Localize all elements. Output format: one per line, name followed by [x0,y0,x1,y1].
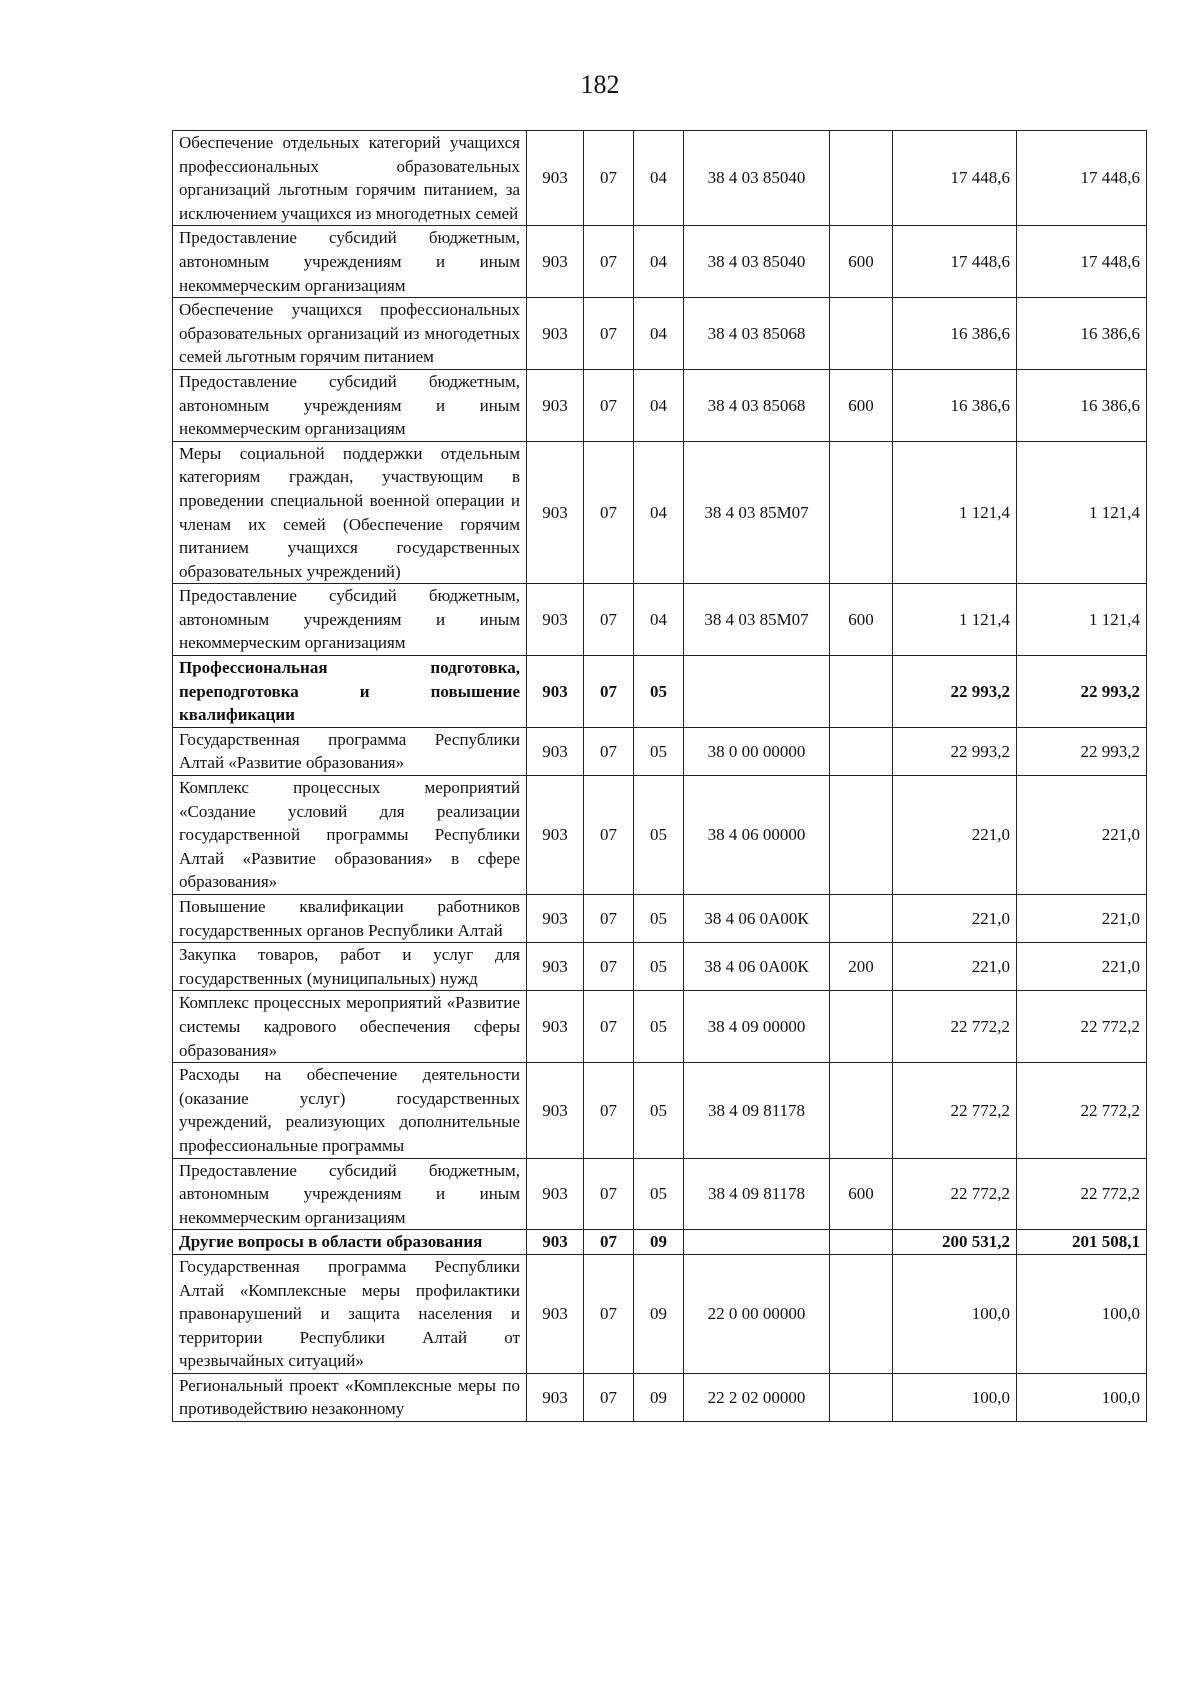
vr-code [830,298,893,370]
budget-item-name: Предоставление субсидий бюджетным, автономным учреждениям и иным некоммерческим организациям [173,1158,527,1230]
vr-code [830,727,893,775]
budget-item-name: Повышение квалификации работников государственных органов Республики Алтай [173,895,527,943]
vr-code [830,1373,893,1421]
amount-year-1: 100,0 [893,1373,1017,1421]
amount-year-1: 22 993,2 [893,727,1017,775]
amount-year-1: 221,0 [893,943,1017,991]
budget-item-name: Профессиональная подготовка, переподготовка и повышение квалификации [173,656,527,728]
budget-item-name: Предоставление субсидий бюджетным, автономным учреждениям и иным некоммерческим организациям [173,369,527,441]
table-row [173,369,1147,441]
pr-code: 04 [634,226,684,298]
amount-year-2: 1 121,4 [1017,441,1147,584]
pr-code: 09 [634,1373,684,1421]
rz-code: 07 [584,1373,634,1421]
budget-item-name: Другие вопросы в области образования [173,1230,527,1255]
csr-code: 38 4 09 00000 [684,991,830,1063]
table-row-section [173,1230,1147,1255]
amount-year-2: 221,0 [1017,776,1147,895]
csr-code: 38 0 00 00000 [684,727,830,775]
pr-code: 09 [634,1254,684,1373]
amount-year-1: 17 448,6 [893,131,1017,226]
vr-code: 600 [830,226,893,298]
table-row [173,226,1147,298]
vr-code: 600 [830,369,893,441]
vr-code: 600 [830,584,893,656]
csr-code: 38 4 03 85068 [684,298,830,370]
amount-year-2: 17 448,6 [1017,226,1147,298]
rz-code: 07 [584,131,634,226]
rz-code: 07 [584,1063,634,1158]
vr-code [830,1254,893,1373]
pr-code: 04 [634,298,684,370]
table-row [173,1254,1147,1373]
csr-code: 38 4 03 85М07 [684,441,830,584]
amount-year-1: 17 448,6 [893,226,1017,298]
vr-code [830,131,893,226]
gr-code: 903 [527,1230,584,1255]
vr-code [830,656,893,728]
table-row [173,991,1147,1063]
amount-year-1: 22 772,2 [893,1158,1017,1230]
vr-code [830,1063,893,1158]
csr-code: 38 4 06 00000 [684,776,830,895]
gr-code: 903 [527,369,584,441]
rz-code: 07 [584,1230,634,1255]
amount-year-1: 1 121,4 [893,584,1017,656]
pr-code: 05 [634,943,684,991]
pr-code: 04 [634,369,684,441]
budget-item-name: Расходы на обеспечение деятельности (оказание услуг) государственных учреждений, реализующих дополнительные профессиональные программы [173,1063,527,1158]
csr-code: 22 0 00 00000 [684,1254,830,1373]
csr-code: 38 4 03 85М07 [684,584,830,656]
vr-code [830,776,893,895]
rz-code: 07 [584,1158,634,1230]
csr-code: 22 2 02 00000 [684,1373,830,1421]
rz-code: 07 [584,369,634,441]
budget-item-name: Предоставление субсидий бюджетным, автономным учреждениям и иным некоммерческим организациям [173,584,527,656]
csr-code [684,1230,830,1255]
amount-year-1: 200 531,2 [893,1230,1017,1255]
vr-code: 600 [830,1158,893,1230]
amount-year-1: 221,0 [893,895,1017,943]
budget-item-name: Комплекс процессных мероприятий «Создание условий для реализации государственной программы Республики Алтай «Развитие образования» в сфере образования» [173,776,527,895]
budget-item-name: Меры социальной поддержки отдельным категориям граждан, участвующим в проведении специальной военной операции и членам их семей (Обеспечение горячим питанием учащихся государственных образовательных учреждений) [173,441,527,584]
csr-code: 38 4 03 85068 [684,369,830,441]
pr-code: 05 [634,1158,684,1230]
amount-year-2: 16 386,6 [1017,369,1147,441]
budget-item-name: Закупка товаров, работ и услуг для государственных (муниципальных) нужд [173,943,527,991]
pr-code: 05 [634,991,684,1063]
rz-code: 07 [584,584,634,656]
gr-code: 903 [527,776,584,895]
vr-code [830,991,893,1063]
pr-code: 05 [634,895,684,943]
budget-item-name: Государственная программа Республики Алтай «Развитие образования» [173,727,527,775]
gr-code: 903 [527,441,584,584]
table-row [173,131,1147,226]
vr-code [830,1230,893,1255]
amount-year-2: 22 993,2 [1017,727,1147,775]
csr-code: 38 4 06 0А00К [684,943,830,991]
amount-year-2: 1 121,4 [1017,584,1147,656]
rz-code: 07 [584,943,634,991]
budget-item-name: Государственная программа Республики Алтай «Комплексные меры профилактики правонарушений и защита населения и территории Республики Алтай от чрезвычайных ситуаций» [173,1254,527,1373]
gr-code: 903 [527,895,584,943]
pr-code: 04 [634,131,684,226]
rz-code: 07 [584,776,634,895]
rz-code: 07 [584,727,634,775]
amount-year-1: 22 993,2 [893,656,1017,728]
gr-code: 903 [527,131,584,226]
gr-code: 903 [527,226,584,298]
gr-code: 903 [527,1063,584,1158]
table-row [173,298,1147,370]
budget-table [172,130,1147,1422]
csr-code: 38 4 09 81178 [684,1158,830,1230]
rz-code: 07 [584,1254,634,1373]
pr-code: 04 [634,584,684,656]
amount-year-2: 17 448,6 [1017,131,1147,226]
rz-code: 07 [584,298,634,370]
amount-year-2: 22 772,2 [1017,1063,1147,1158]
budget-item-name: Региональный проект «Комплексные меры по противодействию незаконному [173,1373,527,1421]
table-row [173,584,1147,656]
rz-code: 07 [584,895,634,943]
amount-year-1: 16 386,6 [893,369,1017,441]
table-row [173,895,1147,943]
amount-year-1: 22 772,2 [893,991,1017,1063]
amount-year-1: 100,0 [893,1254,1017,1373]
gr-code: 903 [527,727,584,775]
amount-year-1: 221,0 [893,776,1017,895]
amount-year-2: 16 386,6 [1017,298,1147,370]
amount-year-2: 100,0 [1017,1254,1147,1373]
csr-code [684,656,830,728]
gr-code: 903 [527,1158,584,1230]
amount-year-2: 22 993,2 [1017,656,1147,728]
amount-year-2: 22 772,2 [1017,1158,1147,1230]
gr-code: 903 [527,943,584,991]
budget-table-body [173,131,1147,1422]
budget-item-name: Обеспечение учащихся профессиональных образовательных организаций из многодетных семей льготным горячим питанием [173,298,527,370]
pr-code: 05 [634,1063,684,1158]
csr-code: 38 4 03 85040 [684,226,830,298]
vr-code: 200 [830,943,893,991]
amount-year-1: 16 386,6 [893,298,1017,370]
gr-code: 903 [527,1373,584,1421]
csr-code: 38 4 06 0А00К [684,895,830,943]
rz-code: 07 [584,656,634,728]
budget-item-name: Обеспечение отдельных категорий учащихся профессиональных образовательных организаций льготным горячим питанием, за исключением учащихся из многодетных семей [173,131,527,226]
vr-code [830,441,893,584]
amount-year-2: 100,0 [1017,1373,1147,1421]
budget-item-name: Комплекс процессных мероприятий «Развитие системы кадрового обеспечения сферы образования» [173,991,527,1063]
vr-code [830,895,893,943]
pr-code: 05 [634,776,684,895]
gr-code: 903 [527,656,584,728]
page-number: 182 [580,70,620,99]
gr-code: 903 [527,991,584,1063]
pr-code: 04 [634,441,684,584]
budget-item-name: Предоставление субсидий бюджетным, автономным учреждениям и иным некоммерческим организациям [173,226,527,298]
table-row [173,1158,1147,1230]
table-row [173,1373,1147,1421]
table-row-section [173,656,1147,728]
csr-code: 38 4 03 85040 [684,131,830,226]
gr-code: 903 [527,298,584,370]
table-row [173,776,1147,895]
gr-code: 903 [527,584,584,656]
amount-year-1: 1 121,4 [893,441,1017,584]
amount-year-1: 22 772,2 [893,1063,1017,1158]
csr-code: 38 4 09 81178 [684,1063,830,1158]
table-row [173,943,1147,991]
gr-code: 903 [527,1254,584,1373]
pr-code: 09 [634,1230,684,1255]
amount-year-2: 221,0 [1017,895,1147,943]
table-row [173,727,1147,775]
table-row [173,441,1147,584]
pr-code: 05 [634,727,684,775]
table-row [173,1063,1147,1158]
rz-code: 07 [584,441,634,584]
amount-year-2: 221,0 [1017,943,1147,991]
pr-code: 05 [634,656,684,728]
rz-code: 07 [584,991,634,1063]
amount-year-2: 22 772,2 [1017,991,1147,1063]
amount-year-2: 201 508,1 [1017,1230,1147,1255]
rz-code: 07 [584,226,634,298]
